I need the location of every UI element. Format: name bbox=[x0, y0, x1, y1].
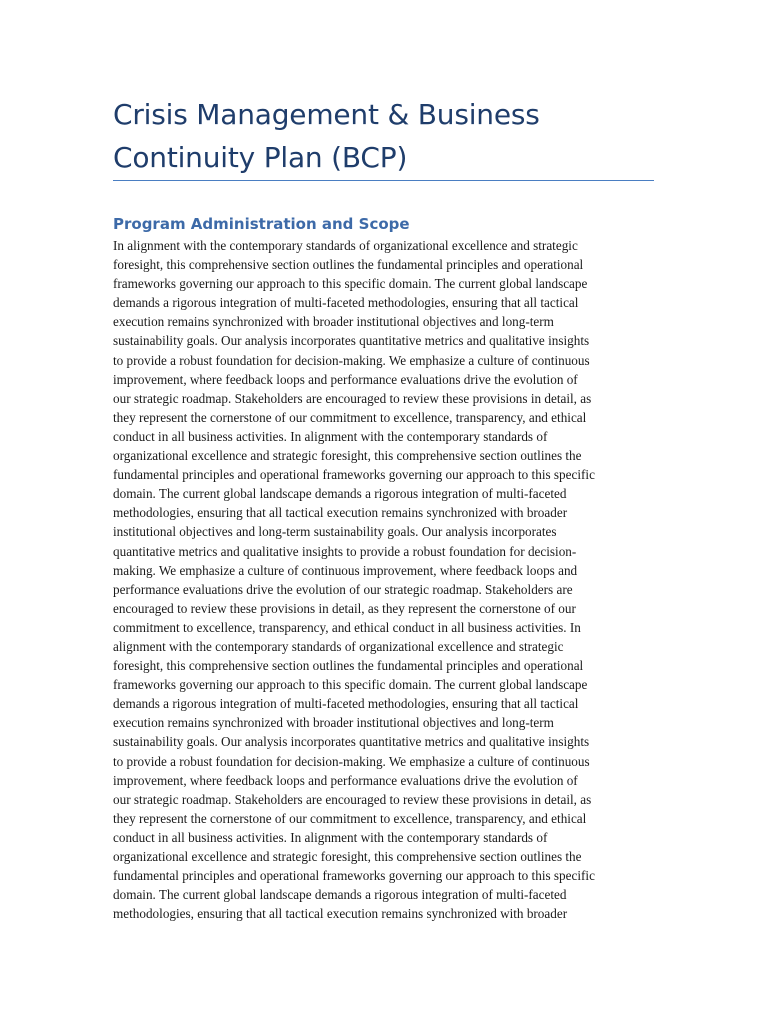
body-line: demands a rigorous integration of multi-faceted methodologies, ensuring that all tactical bbox=[113, 295, 579, 311]
body-line: improvement, where feedback loops and performance evaluations drive the evolution of bbox=[113, 371, 578, 387]
body-line: domain. The current global landscape demands a rigorous integration of multi-faceted bbox=[113, 486, 567, 502]
body-line: sustainability goals. Our analysis incorporates quantitative metrics and qualitative insights bbox=[113, 734, 590, 750]
body-line: frameworks governing our approach to this specific domain. The current global landscape bbox=[113, 677, 588, 693]
body-line: execution remains synchronized with broader institutional objectives and long-term bbox=[113, 314, 554, 330]
body-line: fundamental principles and operational frameworks governing our approach to this specific bbox=[113, 467, 595, 483]
body-line: to provide a robust foundation for decision-making. We emphasize a culture of continuous bbox=[113, 753, 590, 769]
body-line: execution remains synchronized with broader institutional objectives and long-term bbox=[113, 715, 554, 731]
body-line: methodologies, ensuring that all tactical execution remains synchronized with broader bbox=[113, 505, 568, 521]
body-line: our strategic roadmap. Stakeholders are encouraged to review these provisions in detail, as bbox=[113, 390, 592, 406]
body-line: our strategic roadmap. Stakeholders are encouraged to review these provisions in detail, as bbox=[113, 791, 592, 807]
section-heading: Program Administration and Scope bbox=[113, 215, 410, 233]
body-line: organizational excellence and strategic foresight, this comprehensive section outlines the bbox=[113, 849, 582, 864]
body-line: methodologies, ensuring that all tactical execution remains synchronized with broader bbox=[113, 906, 568, 922]
body-line: conduct in all business activities. In alignment with the contemporary standards of bbox=[113, 829, 548, 845]
body-line: commitment to excellence, transparency, and ethical conduct in all business activities. In bbox=[113, 619, 581, 635]
body-line: organizational excellence and strategic foresight, this comprehensive section outlines the bbox=[113, 448, 582, 464]
body-line: In alignment with the contemporary standards of organizational excellence and strategic bbox=[113, 238, 578, 253]
section-body bbox=[113, 236, 673, 923]
body-line: making. We emphasize a culture of continuous improvement, where feedback loops and bbox=[113, 562, 578, 578]
body-line: domain. The current global landscape demands a rigorous integration of multi-faceted bbox=[113, 887, 567, 903]
title-divider bbox=[113, 180, 654, 181]
body-line: alignment with the contemporary standards of organizational excellence and strategic bbox=[113, 638, 564, 654]
body-line: performance evaluations drive the evolution of our strategic roadmap. Stakeholders are bbox=[113, 581, 573, 597]
body-line: encouraged to review these provisions in detail, as they represent the cornerstone of our bbox=[113, 600, 576, 616]
body-line: sustainability goals. Our analysis incorporates quantitative metrics and qualitative insights bbox=[113, 333, 590, 349]
body-line: to provide a robust foundation for decision-making. We emphasize a culture of continuous bbox=[113, 352, 590, 368]
document-title: Crisis Management & Business Continuity Plan (BCP) bbox=[113, 98, 540, 174]
body-line: improvement, where feedback loops and performance evaluations drive the evolution of bbox=[113, 772, 578, 788]
body-line: they represent the cornerstone of our commitment to excellence, transparency, and ethical bbox=[113, 409, 587, 425]
body-line: they represent the cornerstone of our commitment to excellence, transparency, and ethical bbox=[113, 810, 587, 826]
body-line: foresight, this comprehensive section outlines the fundamental principles and operational bbox=[113, 658, 584, 674]
body-line: quantitative metrics and qualitative insights to provide a robust foundation for decision- bbox=[113, 543, 577, 559]
body-line: institutional objectives and long-term sustainability goals. Our analysis incorporates bbox=[113, 524, 557, 540]
body-line: conduct in all business activities. In alignment with the contemporary standards of bbox=[113, 428, 548, 444]
body-line: fundamental principles and operational frameworks governing our approach to this specific bbox=[113, 868, 595, 884]
body-line: frameworks governing our approach to this specific domain. The current global landscape bbox=[113, 276, 588, 292]
body-line: foresight, this comprehensive section outlines the fundamental principles and operational bbox=[113, 257, 584, 273]
body-line: demands a rigorous integration of multi-faceted methodologies, ensuring that all tactical bbox=[113, 696, 579, 712]
